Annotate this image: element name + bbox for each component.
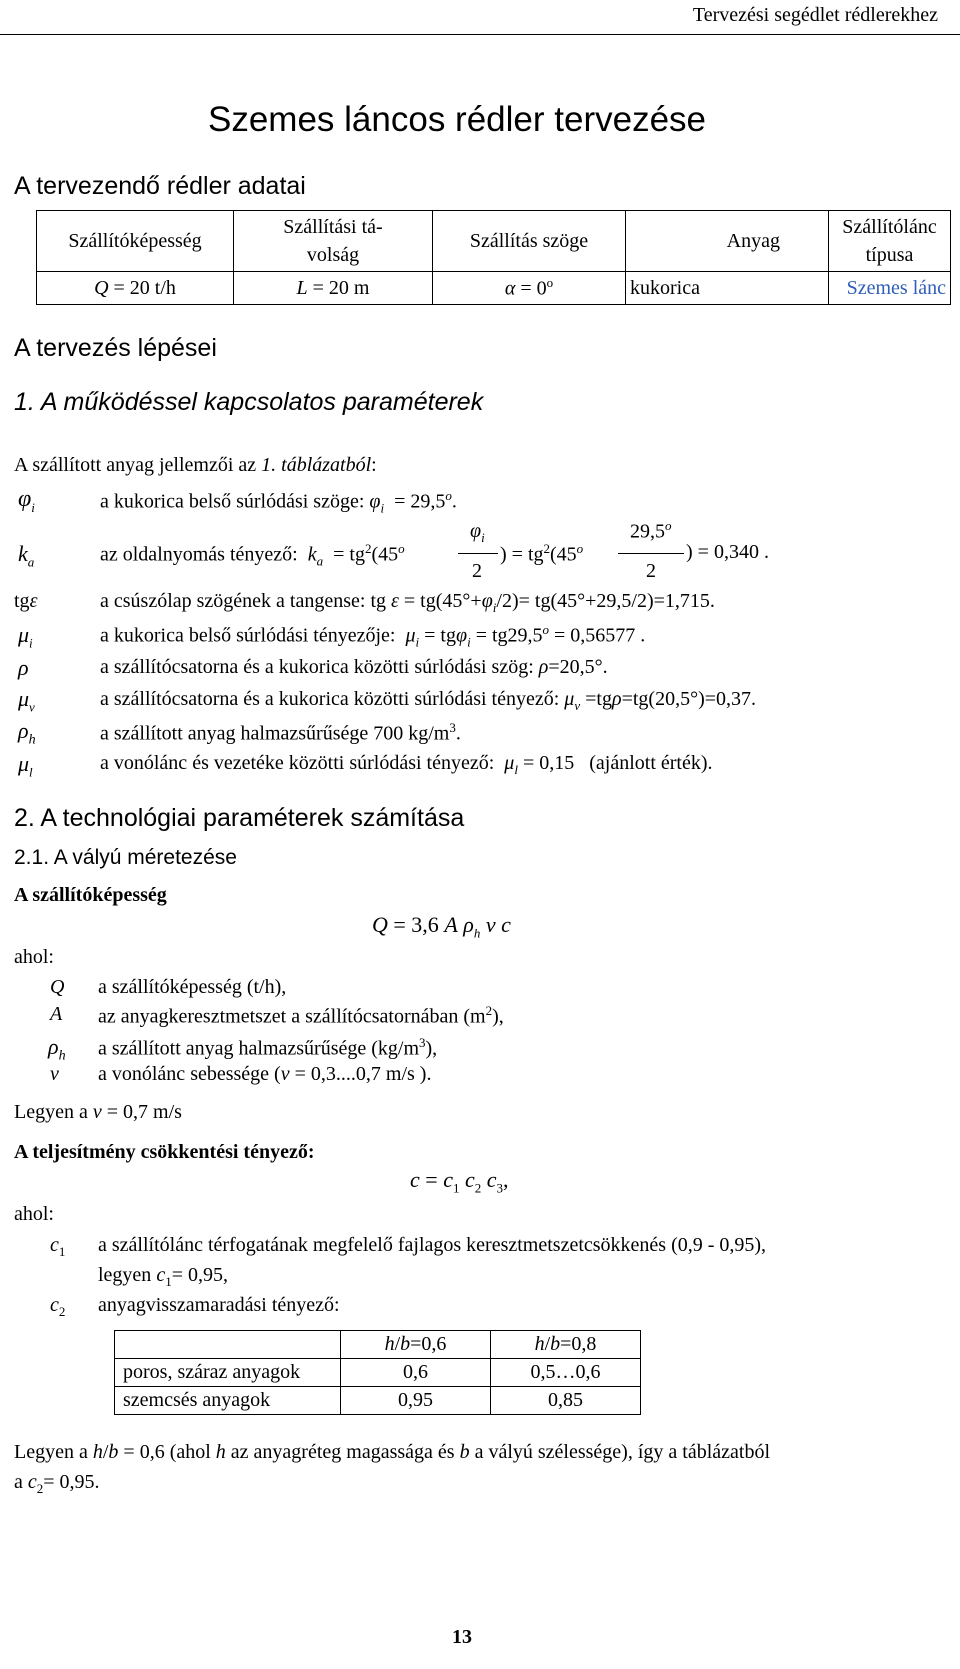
conclusion-line2: a $c_2= 0,95$. [14, 1471, 100, 1496]
parameter-table [36, 210, 951, 305]
mu-v-text: a szállítócsatorna és a kukorica közötti súrlódási tényező: $\mu_v =tg\rho=tg(20,5^\circ)=0,37$. [100, 688, 757, 713]
table-row [115, 1359, 641, 1387]
cell-angle: $\alpha = 0^o$ [433, 272, 626, 305]
def-A-text: az anyagkeresztmetszet a szállítócsatornában $(m^2)$, [98, 1003, 504, 1028]
rho-h-text: a szállított anyag halmazsűrűsége 700 $kg/m^3$. [100, 720, 461, 745]
steps-heading: A tervezés lépései [14, 334, 217, 362]
def-symbol-A: A [50, 1003, 63, 1025]
tg-epsilon-text: a csúszólap szögének a tangense: tg $\varepsilon = tg(45^\circ+\varphi_i/2)= tg(45^\circ+29,5/2)=1,715$. [100, 590, 715, 615]
def-Q-text: a szállítóképesség (t/h), [98, 976, 287, 998]
parameter-table-header [37, 211, 951, 272]
def-v-text: a vonólánc sebessége (v = 0,3....0,7 m/s ). [98, 1063, 432, 1085]
ka-frac2-num: 29,5$^o$ [630, 518, 672, 543]
running-title: Tervezési segédlet rédlerekhez [692, 4, 938, 26]
cell-material: kukorica [626, 272, 829, 305]
c2-text: anyagvisszamaradási tényező: [98, 1294, 340, 1316]
legyen-v: Legyen a v = 0,7 m/s [14, 1101, 182, 1123]
c2-header-06: h/b=0,6 [341, 1331, 491, 1359]
header-divider [0, 34, 960, 35]
cell-distance: L = 20 m [234, 272, 433, 305]
table-row [115, 1387, 641, 1415]
c2-header-empty [115, 1331, 341, 1359]
def-symbol-Q: Q [50, 976, 65, 998]
data-heading: A tervezendő rédler adatai [14, 172, 306, 200]
def-rho-h-text: a szállított anyag halmazsűrűsége $(kg/m^3)$, [98, 1035, 438, 1060]
section1-intro: A szállított anyag jellemzői az 1. táblázatból: [14, 454, 377, 476]
ka-frac1-num: $\varphi_i$ [470, 520, 485, 545]
c1-symbol: $c_1$ [50, 1234, 66, 1259]
cell-capacity: Q = 20 t/h [37, 272, 234, 305]
c1-text: a szállítólánc térfogatának megfelelő fajlagos keresztmetszetcsökkenés (0,9 - 0,95), [98, 1234, 767, 1256]
page-number: 13 [452, 1626, 472, 1648]
header-capacity: Szállítóképesség [37, 211, 234, 272]
c2-row-value: 0,5…0,6 [491, 1359, 641, 1387]
reduction-formula: $c = c_1$ $c_2$ $c_3$, [410, 1167, 509, 1196]
phi-i-text: a kukorica belső súrlódási szöge: $\varphi_i = 29,5^o$. [100, 488, 457, 516]
def-symbol-v: v [50, 1063, 59, 1085]
header-distance: Szállítási tá- volság [234, 211, 433, 272]
ka-text: az oldalnyomás tényező: $k_a = tg^2(45^o$ [100, 541, 405, 569]
capacity-heading: A szállítóképesség [14, 884, 167, 906]
header-material: Anyag [626, 211, 829, 272]
ka-frac1-line [458, 553, 498, 554]
ahol-label-2: ahol: [14, 1203, 54, 1225]
c2-row-label: szemcsés anyagok [115, 1387, 341, 1415]
mu-i-text: a kukorica belső súrlódási tényezője: $\mu_i = tg\varphi_i = tg29,5^o = 0,56577$ . [100, 622, 646, 650]
cell-chain-type: Szemes lánc [829, 272, 951, 305]
ka-frac2-line [618, 553, 684, 554]
symbol-mu-v: $\mu_v$ [18, 686, 35, 715]
symbol-phi-i: $\varphi_i$ [18, 486, 35, 515]
header-angle: Szállítás szöge [433, 211, 626, 272]
symbol-ka: $k_a$ [18, 541, 35, 570]
symbol-rho-h: $\rho_h$ [18, 718, 36, 748]
symbol-rho: ρ [18, 655, 29, 680]
def-symbol-rho-h: $\rho_h$ [48, 1034, 66, 1064]
section2-heading: 2. A technológiai paraméterek számítása [14, 804, 465, 832]
conclusion-line1: Legyen a h/b = 0,6 (ahol h az anyagréteg magassága és b a vályú szélessége), így a táblázatból [14, 1441, 771, 1463]
c2-header-08: h/b=0,8 [491, 1331, 641, 1359]
ka-result: ) = 0,340 . [686, 541, 769, 563]
symbol-mu-i: $\mu_i$ [18, 622, 33, 651]
c2-row-value: 0,85 [491, 1387, 641, 1415]
page-title: Szemes láncos rédler tervezése [208, 100, 706, 139]
c2-symbol: $c_2$ [50, 1294, 66, 1319]
ka-frac2-den: 2 [646, 560, 656, 582]
rho-text: a szállítócsatorna és a kukorica közötti súrlódási szög: ρ=20,5°. [100, 656, 608, 678]
capacity-formula: Q = 3,6 A $\rho_h$ v c [372, 912, 511, 941]
header-chain-type: Szállítólánc típusa [829, 211, 951, 272]
ka-frac1-den: 2 [472, 560, 482, 582]
ka-middle: ) = $tg^2(45^o$ [500, 541, 584, 566]
mu-l-text: a vonólánc és vezetéke közötti súrlódási tényező: $\mu_l = 0,15$ (ajánlott érték). [100, 752, 713, 777]
section1-heading: 1. A működéssel kapcsolatos paraméterek [14, 388, 484, 416]
c2-row-value: 0,95 [341, 1387, 491, 1415]
symbol-mu-l: $\mu_l$ [18, 751, 33, 780]
ahol-label-1: ahol: [14, 946, 54, 968]
c2-table [114, 1330, 641, 1415]
c2-row-label: poros, száraz anyagok [115, 1359, 341, 1387]
reduction-heading: A teljesítmény csökkentési tényező: [14, 1141, 315, 1163]
c2-row-value: 0,6 [341, 1359, 491, 1387]
section2-subheading: 2.1. A vályú méretezése [14, 846, 237, 869]
c2-table-header [115, 1331, 641, 1359]
parameter-table-row [37, 272, 951, 305]
c1-text2: legyen $c_1= 0,95$, [98, 1264, 228, 1289]
symbol-tg-epsilon: tgε [14, 590, 38, 612]
